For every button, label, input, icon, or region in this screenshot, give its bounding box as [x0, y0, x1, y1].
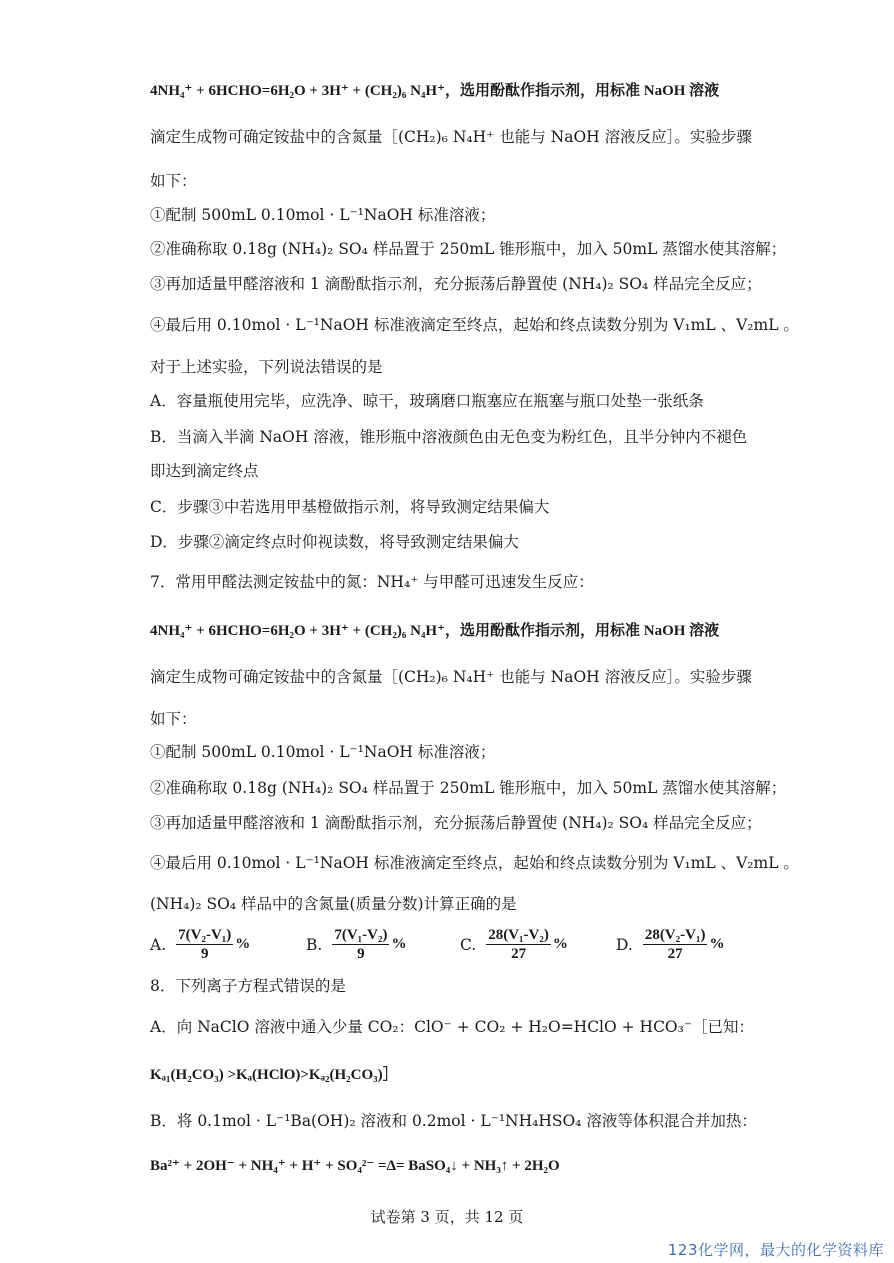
option-line: B．将 0.1mol · L⁻¹Ba(OH)₂ 溶液和 0.2mol · L⁻¹NH₄HSO₄ 溶液等体积混合并加热：: [150, 1112, 757, 1130]
option-label: B.: [306, 935, 323, 954]
option-a: [150, 926, 250, 963]
unit: %: [552, 936, 568, 952]
question-stem: 对于上述实验，下列说法错误的是: [150, 358, 383, 376]
option-line: 即达到滴定终点: [150, 462, 259, 480]
denominator: 9: [200, 946, 209, 962]
denominator: 27: [667, 946, 683, 962]
option-label: D.: [616, 935, 633, 954]
denominator: 27: [511, 946, 527, 962]
step-line: ④最后用 0.10mol · L⁻¹NaOH 标准液滴定至终点，起始和终点读数分别为 V₁mL 、V₂mL 。: [150, 316, 799, 334]
fraction: [486, 926, 551, 963]
fraction: [332, 926, 389, 963]
numerator: 28(V₂-V₁): [644, 927, 706, 943]
unit: %: [391, 936, 407, 952]
numerator: 28(V₁-V₂): [488, 927, 549, 943]
question-stem: (NH₄)₂ SO₄ 样品中的含氮量(质量分数)计算正确的是: [150, 895, 517, 913]
unit: %: [709, 936, 725, 952]
option-d: [616, 926, 724, 963]
step-line: ①配制 500mL 0.10mol · L⁻¹NaOH 标准溶液；: [150, 743, 496, 761]
fraction: [643, 926, 708, 963]
question-title: 8．下列离子方程式错误的是: [150, 977, 346, 995]
watermark: 123化学网，最大的化学资料库: [667, 1241, 884, 1259]
page-footer: 试卷第 3 页，共 12 页: [370, 1208, 524, 1226]
equation-line: 4NH₄⁺ + 6HCHO=6H₂O + 3H⁺ + (CH₂)₆ N₄H⁺，选用酚酞作指示剂，用标准 NaOH 溶液: [150, 623, 720, 639]
text-line: 如下：: [150, 172, 197, 190]
option-line: C．步骤③中若选用甲基橙做指示剂，将导致测定结果偏大: [150, 498, 550, 516]
step-line: ②准确称取 0.18g (NH₄)₂ SO₄ 样品置于 250mL 锥形瓶中，加入 50mL 蒸馏水使其溶解；: [150, 240, 787, 258]
numerator: 7(V₂-V₁): [178, 927, 232, 943]
option-label: C.: [460, 935, 477, 954]
answer-options: [150, 926, 770, 966]
text-line: 如下：: [150, 710, 197, 728]
equation-line: 4NH₄⁺ + 6HCHO=6H₂O + 3H⁺ + (CH₂)₆ N₄H⁺，选用酚酞作指示剂，用标准 NaOH 溶液: [150, 83, 720, 99]
unit: %: [235, 936, 251, 952]
option-line: B．当滴入半滴 NaOH 溶液，锥形瓶中溶液颜色由无色变为粉红色，且半分钟内不褪色: [150, 428, 748, 446]
step-line: ③再加适量甲醛溶液和 1 滴酚酞指示剂，充分振荡后静置使 (NH₄)₂ SO₄ 样品完全反应；: [150, 814, 762, 832]
option-line: A．向 NaClO 溶液中通入少量 CO₂：ClO⁻ + CO₂ + H₂O=HClO + HCO₃⁻［已知：: [150, 1018, 755, 1036]
step-line: ②准确称取 0.18g (NH₄)₂ SO₄ 样品置于 250mL 锥形瓶中，加入 50mL 蒸馏水使其溶解；: [150, 779, 787, 797]
text-line: 滴定生成物可确定铵盐中的含氮量［(CH₂)₆ N₄H⁺ 也能与 NaOH 溶液反应］。实验步骤: [150, 668, 752, 686]
step-line: ④最后用 0.10mol · L⁻¹NaOH 标准液滴定至终点，起始和终点读数分别为 V₁mL 、V₂mL 。: [150, 854, 799, 872]
option-c: [460, 926, 568, 963]
step-line: ①配制 500mL 0.10mol · L⁻¹NaOH 标准溶液；: [150, 206, 496, 224]
equation-line: Kₐ₁(H₂CO₃) >Kₐ(HClO)>Kₐ₂(H₂CO₃)］: [150, 1067, 398, 1083]
step-line: ③再加适量甲醛溶液和 1 滴酚酞指示剂，充分振荡后静置使 (NH₄)₂ SO₄ 样品完全反应；: [150, 275, 762, 293]
numerator: 7(V₁-V₂): [334, 927, 388, 943]
option-line: A．容量瓶使用完毕，应洗净、晾干，玻璃磨口瓶塞应在瓶塞与瓶口处垫一张纸条: [150, 392, 704, 410]
equation-line: Ba²⁺ + 2OH⁻ + NH₄⁺ + H⁺ + SO₄²⁻ =Δ= BaSO₄↓ + NH₃↑ + 2H₂O: [150, 1158, 560, 1174]
question-title: 7．常用甲醛法测定铵盐中的氮：NH₄⁺ 与甲醛可迅速发生反应：: [150, 573, 594, 591]
option-line: D．步骤②滴定终点时仰视读数，将导致测定结果偏大: [150, 533, 519, 551]
denominator: 9: [357, 946, 365, 962]
option-label: A.: [150, 935, 167, 954]
option-b: [306, 926, 406, 963]
fraction: [176, 926, 233, 963]
text-line: 滴定生成物可确定铵盐中的含氮量［(CH₂)₆ N₄H⁺ 也能与 NaOH 溶液反应］。实验步骤: [150, 128, 752, 146]
